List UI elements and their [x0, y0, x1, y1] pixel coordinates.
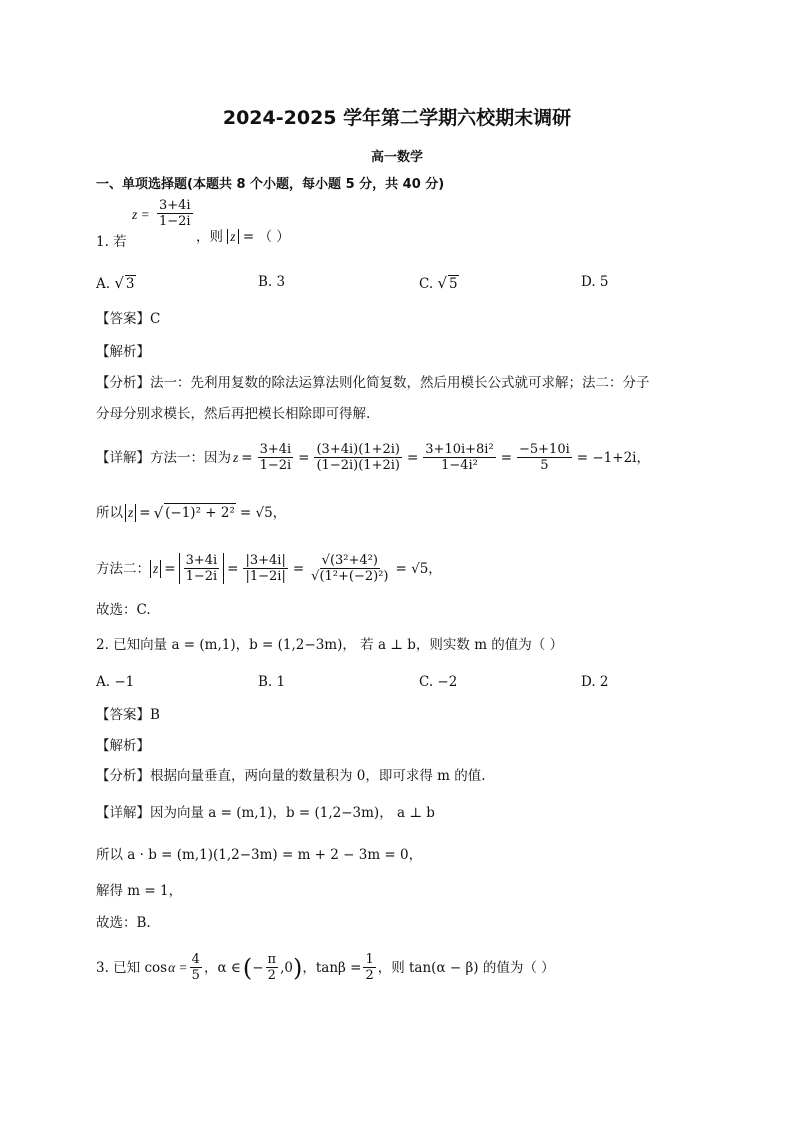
sqrt-icon: √ [114, 274, 124, 292]
sqrt-icon: √ [153, 503, 164, 522]
q3-stem: 3. 已知 cos α = $\frac{4}{5}$ ，α ∈ ( − $\frac{\pi}{2}$ ,0 ) ，tanβ = $\frac{1}{2}$ ，则 tan(α − β) 的值为（ ） [96, 952, 555, 983]
q2-solve: 解得 m = 1， [96, 883, 183, 899]
q1-option-d: D. 5 [581, 274, 609, 290]
q2-stem: 2. 已知向量 a = (m,1)，b = (1,2−3m)， 若 a ⊥ b，则实数 m 的值为（ ） [96, 637, 564, 653]
q1-abs-part [196, 228, 290, 246]
q2-option-d: D. 2 [581, 674, 609, 690]
page-subtitle: 高一数学 [370, 150, 423, 165]
q1-option-a: A. √ 3 [96, 274, 135, 292]
section-heading: 一、单项选择题(本题共 8 个小题，每小题 5 分，共 40 分) [96, 177, 445, 192]
sqrt-icon: √ [437, 274, 447, 292]
q2-option-c: C. −2 [419, 674, 458, 690]
q1-choose: 故选：C. [96, 602, 151, 618]
q2-detail: 【详解】因为向量 a = (m,1)，b = (1,2−3m)， a ⊥ b [96, 805, 435, 821]
q1-abs-z: z [227, 229, 238, 244]
q1-bracket: = （ ） [242, 229, 290, 245]
q2-choose: 故选：B. [96, 915, 151, 931]
page-title: 2024-2025 学年第二学期六校期末调研 [222, 107, 572, 129]
q1-option-c: C. √ 5 [419, 274, 458, 292]
q2-analysis: 【分析】根据向量垂直，两向量的数量积为 0，即可求得 m 的值. [96, 768, 486, 784]
q2-answer: 【答案】B [96, 707, 160, 723]
q1-line [96, 233, 127, 251]
q2-option-a: A. −1 [96, 674, 135, 690]
q1-so-line: 所以 z = √ (−1)² + 2² = √5， [96, 503, 287, 522]
q1-answer: 【答案】C [96, 311, 161, 327]
q1-method1: 【详解】方法一：因为 z = $\frac{3+4i}{1-2i}$ = $\frac{(3+4i)(1+2i)}{(1-2i)(1+2i)}$ = $\frac{\text{3+10i+8i²}}{\text{1−4i²}}$ = $\frac{-5+10i}{5}$ = −1+2i， [96, 442, 650, 473]
q1-then: ，则 [196, 229, 223, 245]
q1-option-b: B. 3 [258, 274, 286, 290]
q1-number: 1. 若 [96, 234, 127, 250]
q1-analysis-line1: 【分析】法一：先利用复数的除法运算法则化简复数，然后用模长公式就可求解；法二：分子 [96, 375, 650, 391]
q2-option-b: B. 1 [258, 674, 286, 690]
q1-analysis-line2: 分母分别求模长，然后再把模长相除即可得解. [96, 406, 371, 422]
q1-method2: 方法二： z = $\frac{3+4i}{1-2i}$ = $\frac{|3+4i|}{|1-2i|}$ = $\frac{\text{√(3²+4²)}}{\text{√(1²+(−2)²)}}$ = √5， [96, 553, 442, 584]
q1-jiexi: 【解析】 [96, 344, 150, 360]
q1-z-eq: z = [132, 207, 150, 222]
q1-fraction: $\frac{3+4i}{1-2i}$ [159, 198, 191, 229]
q2-jiexi: 【解析】 [96, 738, 150, 754]
q2-so: 所以 a · b = (m,1)(1,2−3m) = m + 2 − 3m = 0， [96, 847, 423, 863]
